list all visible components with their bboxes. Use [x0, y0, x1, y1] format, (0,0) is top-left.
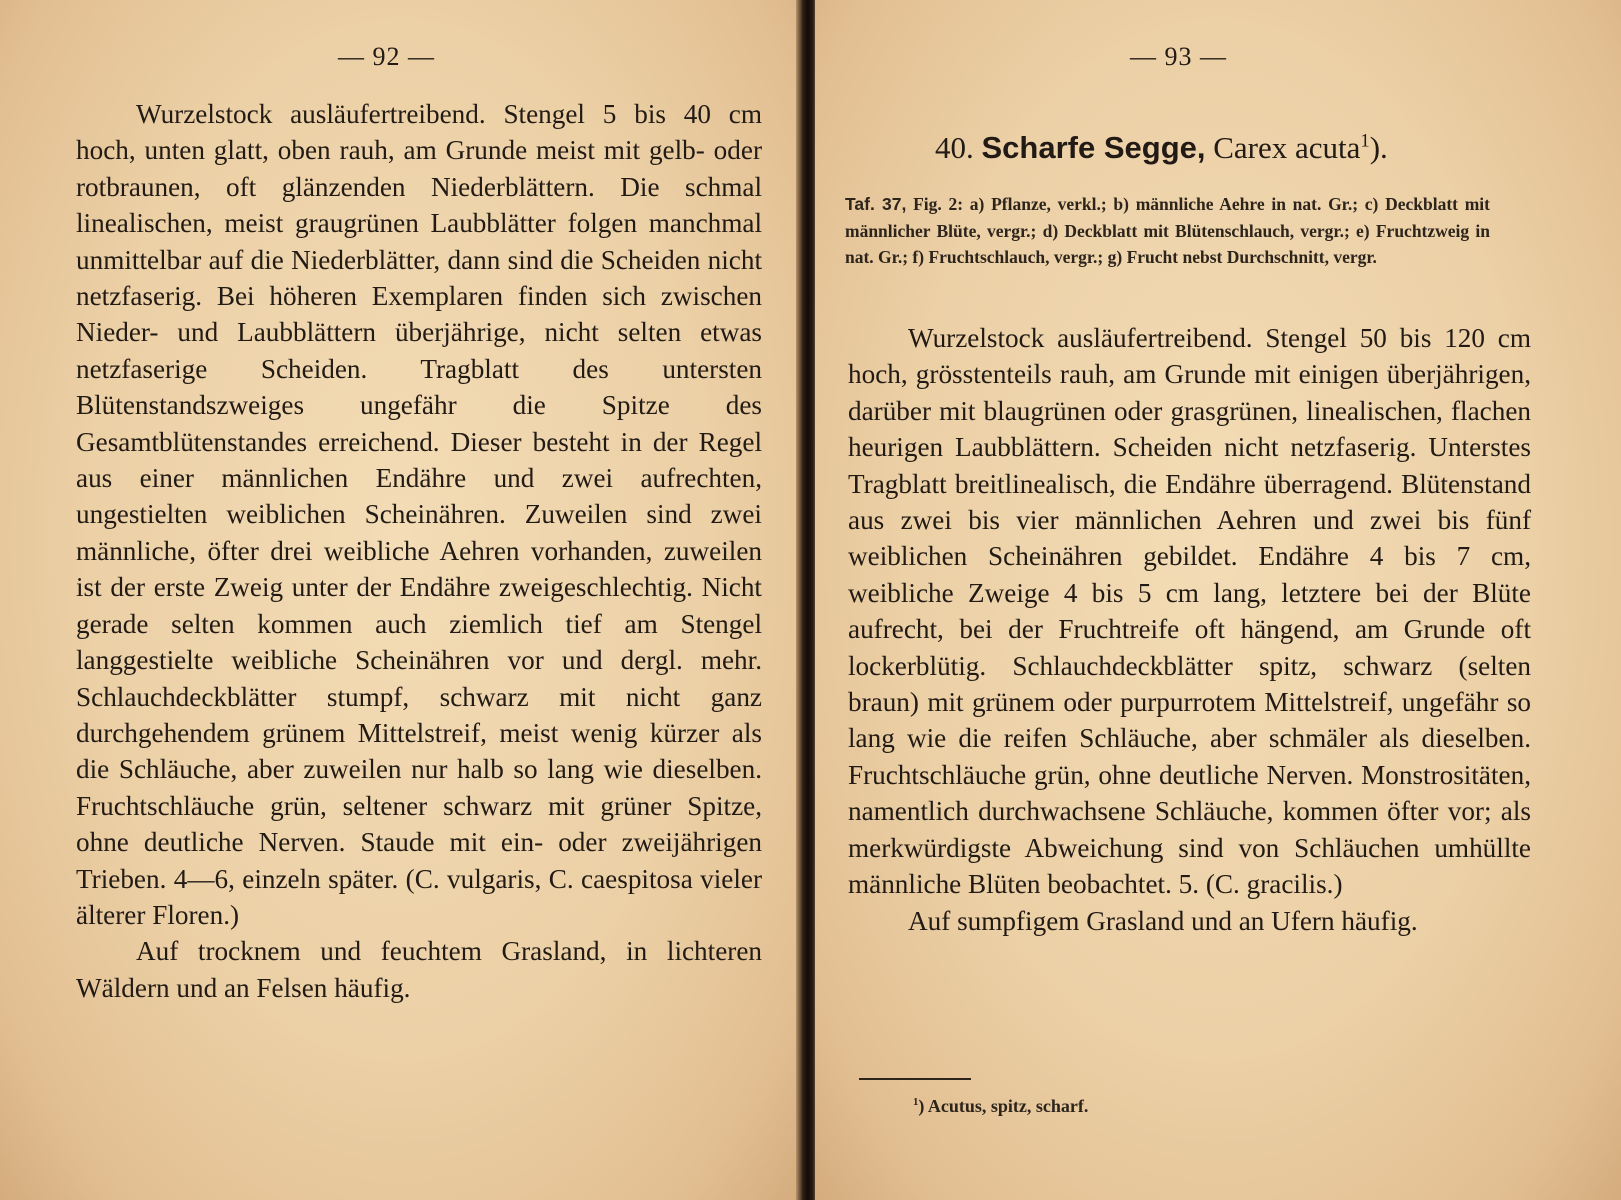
footnote-rule: [859, 1078, 971, 1080]
left-page: [0, 0, 800, 1200]
page-number-left: — 92 —: [338, 42, 435, 71]
caption-plate-ref: Taf. 37,: [845, 194, 907, 214]
plate-caption: [845, 191, 1490, 271]
footnote-mark: 1: [913, 1096, 919, 1108]
left-body-text: [76, 96, 762, 1006]
heading-number: 40.: [935, 130, 974, 165]
footnote-text: ) Acutus, spitz, scharf.: [918, 1096, 1089, 1116]
paragraph-description: Wurzelstock ausläufertreibend. Stengel 50 bis 120 cm hoch, grösstenteils rauh, am Grunde mit einigen überjährigen, darüber mit blaugrünen oder grasgrünen, linealischen, flachen heurigen Laubblättern. Scheiden nicht netzfaserig. Unterstes Tragblatt breitlinealisch, die Endähre überragend. Blütenstand aus zwei bis vier männlichen Aehren und zwei bis fünf weiblichen Scheinähren gebildet. Endähre 4 bis 7 cm, weibliche Zweige 4 bis 5 cm lang, letztere bei der Blüte aufrecht, bei der Fruchtreife oft hängend, am Grunde oft lockerblütig. Schlauchdeckblätter spitz, schwarz (selten braun) mit grünem oder purpurrotem Mittelstreif, ungefähr so lang wie die reifen Schläuche, aber schmäler als dieselben. Fruchtschläuche grün, ohne deutliche Nerven. Monstrositäten, namentlich durchwachsene Schläuche, kommen öfter vor; als merkwürdigste Abweichung sind von Schläuchen umhüllte männliche Blüten beobachtet. 5. (C. gracilis.): [848, 323, 1531, 900]
heading-footnote-mark: 1: [1360, 130, 1370, 152]
right-page: [815, 0, 1621, 1200]
caption-text: Fig. 2: a) Pflanze, verkl.; b) männliche Aehre in nat. Gr.; c) Deckblatt mit männlicher Blüte, vergr.; d) Deckblatt mit Blütenschlauch, vergr.; e) Fruchtzweig in nat. Gr.; f) Fruchtschlauch, vergr.; g) Frucht nebst Durchschnitt, vergr.: [845, 194, 1490, 267]
heading-latin-name: Carex acuta: [1213, 130, 1361, 165]
right-body-text: [848, 320, 1531, 939]
page-number-right: — 93 —: [1130, 42, 1227, 71]
paragraph-habitat: Auf trocknem und feuchtem Grasland, in lichteren Wäldern und an Felsen häufig.: [76, 936, 762, 1003]
paragraph-habitat: Auf sumpfigem Grasland und an Ufern häufig.: [908, 905, 1418, 936]
paragraph-description: Wurzelstock ausläufertreibend. Stengel 5 bis 40 cm hoch, unten glatt, oben rauh, am Grunde meist mit gelb- oder rotbraunen, oft glänzenden Niederblättern. Die schmal linealischen, meist graugrünen Laubblätter folgen manchmal unmittelbar auf die Niederblätter, dann sind die Scheiden nicht netzfaserig. Bei höheren Exemplaren finden sich zwischen Nieder- und Laubblättern überjährige, nicht selten etwas netzfaserige Scheiden. Tragblatt des untersten Blütenstandszweiges ungefähr die Spitze des Gesamtblütenstandes erreichend. Dieser besteht in der Regel aus einer männlichen Endähre und zwei aufrechten, ungestielten weiblichen Scheinähren. Zuweilen sind zwei männliche, öfter drei weibliche Aehren vorhanden, zuweilen ist der erste Zweig unter der Endähre zweigeschlechtig. Nicht gerade selten kommen auch ziemlich tief am Stengel langgestielte weibliche Scheinähren vor und dergl. mehr. Schlauchdeckblätter stumpf, schwarz mit nicht ganz durchgehendem grünem Mittelstreif, meist wenig kürzer als die Schläuche, aber zuweilen nur halb so lang wie dieselben. Fruchtschläuche grün, seltener schwarz mit grüner Spitze, ohne deutliche Nerven. Staude mit ein- oder zweijährigen Trieben. 4—6, einzeln später. (C. vulgaris, C. caespitosa vieler älterer Floren.): [76, 99, 762, 930]
species-heading: [935, 130, 1388, 166]
heading-end: ).: [1369, 130, 1388, 165]
heading-common-name: Scharfe Segge,: [981, 130, 1206, 165]
footnote: [913, 1096, 1088, 1117]
